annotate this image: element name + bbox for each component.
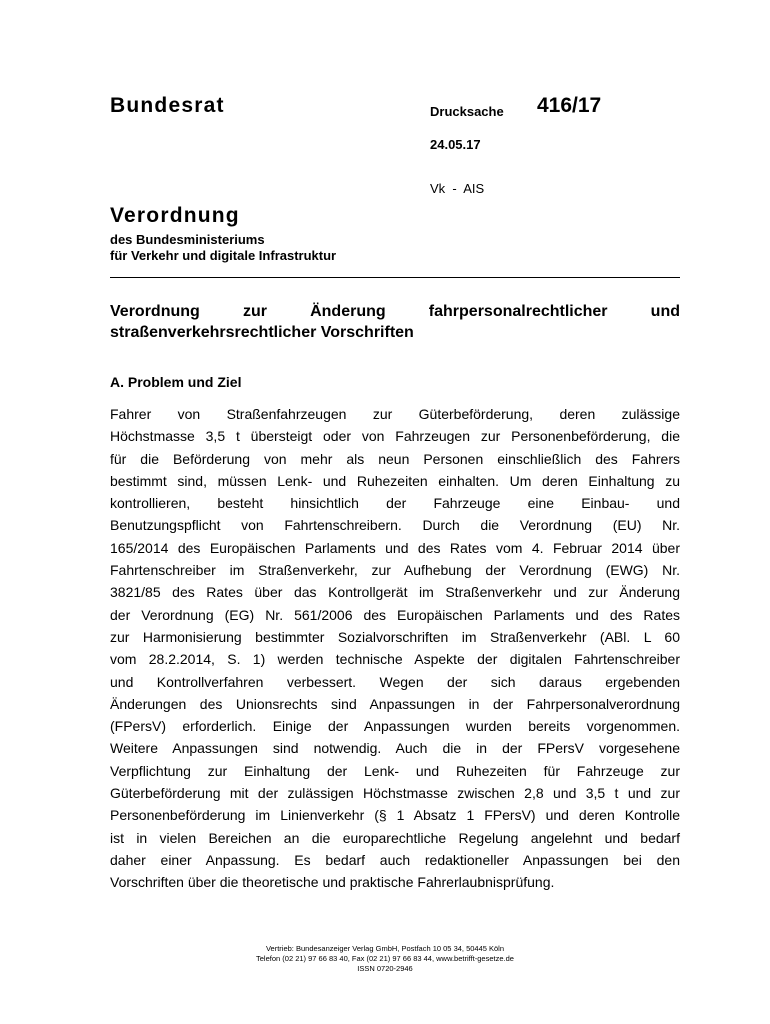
issuer-line: für Verkehr und digitale Infrastruktur [110,248,337,263]
body-line: Weitere Anpassungen sind notwendig. Auch die in der FPersV vorgesehene [110,740,680,757]
drucksache-label: Drucksache [430,104,504,119]
body-line: zur Harmonisierung bestimmter Sozialvorschriften im Straßenverkehr (ABl. L 60 [110,628,680,645]
body-line: kontrollieren, besteht hinsichtlich der Fahrzeuge eine Einbau- und [110,495,680,512]
body-line: ist in vielen Bereichen an die europarechtliche Regelung angelehnt und bedarf [110,829,680,846]
body-line: 3821/85 des Rates über das Kontrollgerät im Straßenverkehr und zur Änderung [110,584,680,601]
footer-line: Vertrieb: Bundesanzeiger Verlag GmbH, Postfach 10 05 34, 50445 Köln [265,944,505,953]
body-line: Fahrtenschreiber im Straßenverkehr, zur Aufhebung der Verordnung (EWG) Nr. [110,562,680,579]
institution-title: Bundesrat [110,94,225,117]
body-line: Benutzungspflicht von Fahrtenschreibern. Durch die Verordnung (EU) Nr. [110,517,680,534]
footer-line: Telefon (02 21) 97 66 83 40, Fax (02 21) 97 66 83 44, www.betrifft-gesetze.de [256,954,514,963]
divider [110,277,680,278]
issuer [110,232,336,264]
body-line: der Verordnung (EG) Nr. 561/2006 des Europäischen Parlaments und des Rates [110,606,680,623]
body-line: vom 28.2.2014, S. 1) werden technische Aspekte der digitalen Fahrtenschreiber [110,651,680,668]
body-line: Änderungen des Unionsrechts sind Anpassungen in der Fahrpersonalverordnung [110,695,680,712]
section-heading: A. Problem und Ziel [110,374,242,390]
document-date: 24.05.17 [430,137,481,152]
body-line: Vorschriften über die theoretische und praktische Fahrerlaubnisprüfung. [110,874,555,891]
body-line: Höchstmasse 3,5 t übersteigt oder von Fahrzeugen zur Personenbeförderung, die [110,428,680,445]
issuer-line: des Bundesministeriums [110,232,265,247]
body-line: und Kontrollverfahren verbessert. Wegen der sich daraus ergebenden [110,673,680,690]
body-line: für die Beförderung von mehr als neun Personen einschließlich des Fahrers [110,450,680,467]
body-line: daher einer Anpassung. Es bedarf auch redaktioneller Anpassungen bei den [110,851,680,868]
body-line: Verpflichtung zur Einhaltung der Lenk- und Ruhezeiten für Fahrzeuge zur [110,762,680,779]
footer [0,944,770,974]
footer-line: ISSN 0720-2946 [357,964,413,973]
drucksache-number: 416/17 [537,94,602,117]
section-body [110,403,680,894]
body-line: Fahrer von Straßenfahrzeugen zur Güterbeförderung, deren zulässige [110,406,680,422]
document-title-line: Verordnung zur Änderung fahrpersonalrechtlicher und [110,303,680,320]
body-line: Güterbeförderung mit der zulässigen Höchstmasse zwischen 2,8 und 3,5 t und zur [110,785,680,802]
document-type-title: Verordnung [110,204,240,227]
body-line: 165/2014 des Europäischen Parlaments und des Rates vom 4. Februar 2014 über [110,539,680,556]
reference-code: Vk - AIS [430,181,485,196]
document-title-line: straßenverkehrsrechtlicher Vorschriften [110,324,414,341]
document-title [110,301,680,343]
body-line: Personenbeförderung im Linienverkehr (§ 1 Absatz 1 FPersV) und deren Kontrolle [110,807,680,824]
body-line: (FPersV) erforderlich. Einige der Anpassungen wurden bereits vorgenommen. [110,718,680,735]
body-line: bestimmt sind, müssen Lenk- und Ruhezeiten einhalten. Um deren Einhaltung zu [110,472,680,489]
